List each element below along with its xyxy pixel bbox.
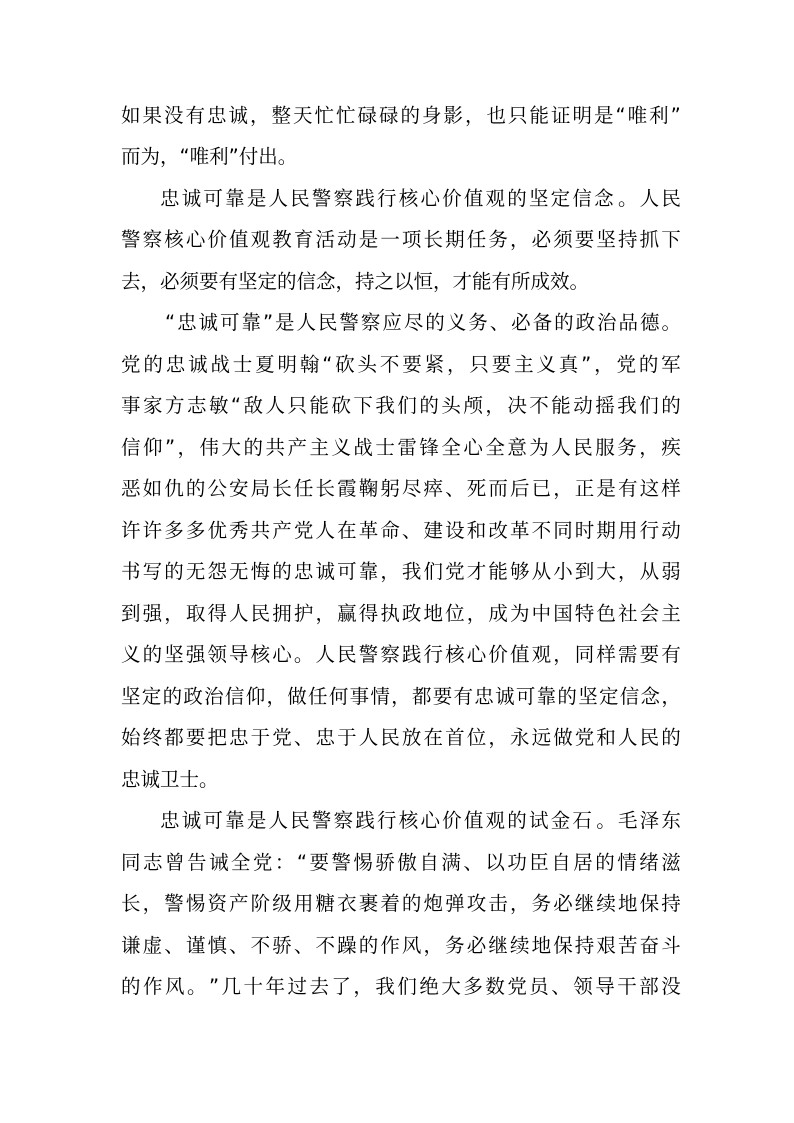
text-line: 恶 如 仇 的 公 安 局 长 任 长 霞 鞠 躬 尽 瘁 、 死 而 后 已 ， 正 是 有 这 样	[121, 477, 681, 500]
paragraph-first-line: 忠 诚 可 靠 是 人 民 警 察 践 行 核 心 价 值 观 的 试 金 石 。 毛 泽 东	[160, 809, 681, 832]
text-line: 忠诚卫士。	[121, 768, 219, 791]
text-line: 谦 虚 、 谨 慎 、 不 骄 、 不 躁 的 作 风 ， 务 必 继 续 地 保 持 艰 苦 奋 斗	[121, 934, 681, 957]
text-line: 信 仰 ” ， 伟 大 的 共 产 主 义 战 士 雷 锋 全 心 全 意 为 人 民 服 务 ， 疾	[121, 436, 681, 459]
paragraph-first-line: 忠 诚 可 靠 是 人 民 警 察 践 行 核 心 价 值 观 的 坚 定 信 念 。 人 民	[160, 187, 681, 210]
text-line: 始 终 都 要 把 忠 于 党 、 忠 于 人 民 放 在 首 位 ， 永 远 做 党 和 人 民 的	[121, 726, 681, 749]
text-line: 警 察 核 心 价 值 观 教 育 活 动 是 一 项 长 期 任 务 ， 必 须 要 坚 持 抓 下	[121, 228, 681, 251]
text-line: 事 家 方 志 敏 “ 敌 人 只 能 砍 下 我 们 的 头 颅 ， 决 不 能 动 摇 我 们 的	[121, 394, 681, 417]
text-line: 许 许 多 多 优 秀 共 产 党 人 在 革 命 、 建 设 和 改 革 不 同 时 期 用 行 动	[121, 519, 681, 542]
text-line: 如 果 没 有 忠 诚 ， 整 天 忙 忙 碌 碌 的 身 影 ， 也 只 能 证 明 是 “ 唯 利 ”	[121, 104, 681, 127]
paragraph-first-line: “ 忠 诚 可 靠 ” 是 人 民 警 察 应 尽 的 义 务 、 必 备 的 政 治 品 德 。	[165, 311, 681, 334]
text-line: 同 志 曾 告 诫 全 党 ： “ 要 警 惕 骄 傲 自 满 、 以 功 臣 自 居 的 情 绪 滋	[121, 851, 681, 874]
text-line: 长 ， 警 惕 资 产 阶 级 用 糖 衣 裹 着 的 炮 弹 攻 击 ， 务 必 继 续 地 保 持	[121, 892, 681, 915]
text-line: 坚 定 的 政 治 信 仰 ， 做 任 何 事 情 ， 都 要 有 忠 诚 可 靠 的 坚 定 信 念 ，	[121, 685, 681, 708]
text-line: 义 的 坚 强 领 导 核 心 。 人 民 警 察 践 行 核 心 价 值 观 ， 同 样 需 要 有	[121, 643, 681, 666]
text-line: 而为，“唯利”付出。	[121, 145, 298, 168]
text-line: 书 写 的 无 怨 无 悔 的 忠 诚 可 靠 ， 我 们 党 才 能 够 从 小 到 大 ， 从 弱	[121, 560, 681, 583]
text-line: 党 的 忠 诚 战 士 夏 明 翰 “ 砍 头 不 要 紧 ， 只 要 主 义 真 ” ， 党 的 军	[121, 353, 681, 376]
text-line: 到 强 ， 取 得 人 民 拥 护 ， 赢 得 执 政 地 位 ， 成 为 中 国 特 色 社 会 主	[121, 602, 681, 625]
text-line: 的 作 风 。 ” 几 十 年 过 去 了 ， 我 们 绝 大 多 数 党 员 、 领 导 干 部 没	[121, 975, 681, 998]
text-line: 去，必须要有坚定的信念，持之以恒，才能有所成效。	[121, 270, 590, 293]
